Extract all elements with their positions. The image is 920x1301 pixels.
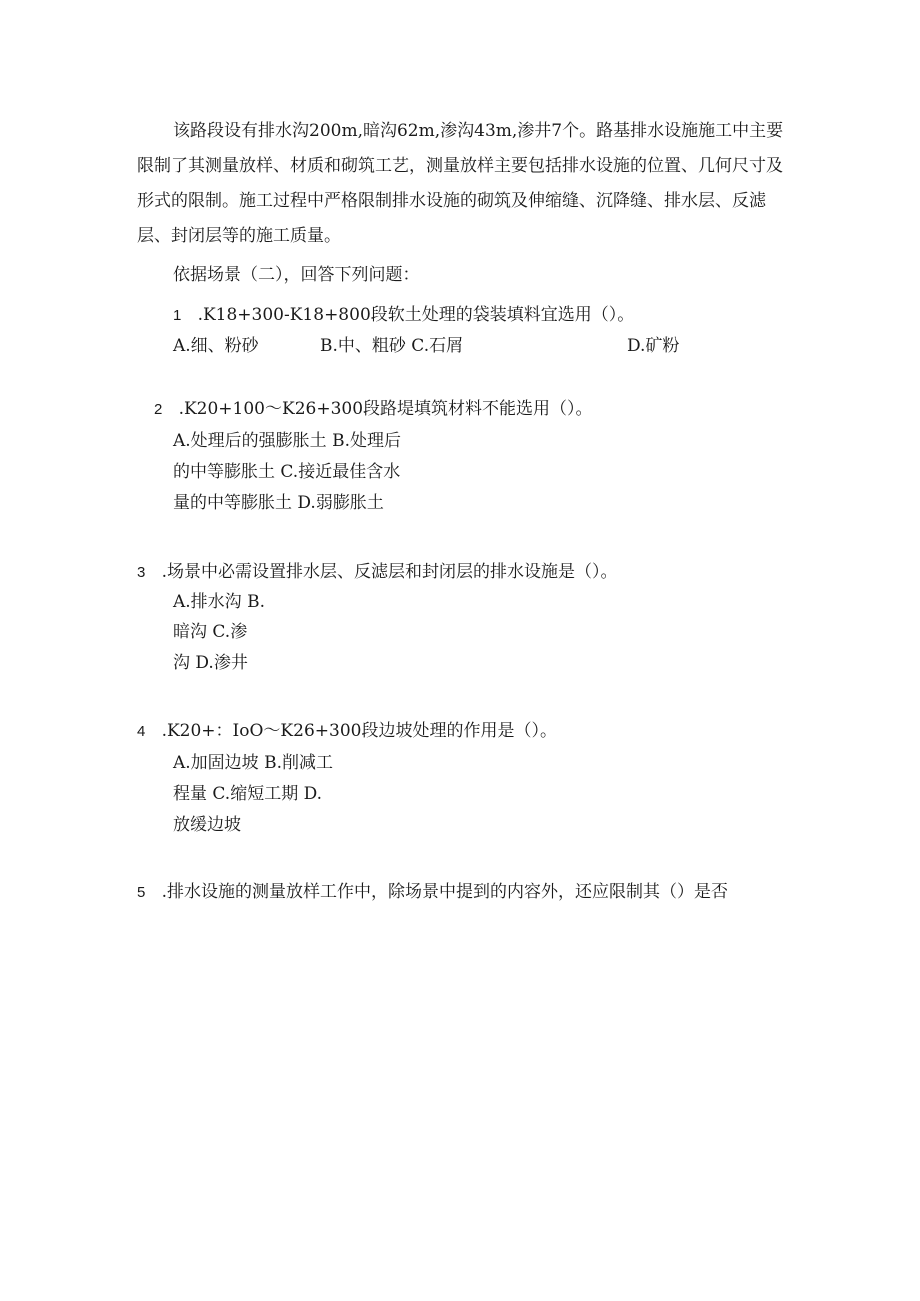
question-stem (173, 304, 634, 327)
question-stem (154, 398, 593, 421)
option-line: D.矿粉 (627, 336, 680, 356)
option-line: 量的中等膨胀土 D.弱膨胀土 (173, 493, 384, 513)
question-stem (137, 881, 728, 904)
option-line: 的中等膨胀土 C.接近最佳含水 (173, 462, 401, 482)
question-number: 4 (137, 723, 146, 740)
question-text: .K20+：IoO～K26+300段边坡处理的作用是（）。 (161, 721, 557, 741)
intro-paragraph (137, 114, 797, 254)
question-number: 3 (137, 564, 146, 581)
question-text: .场景中必需设置排水层、反滤层和封闭层的排水设施是（）。 (161, 562, 618, 582)
question-number: 5 (137, 884, 146, 901)
option-line: A.排水沟 B. (173, 592, 265, 612)
option-line: 暗沟 C.渗 (173, 622, 248, 642)
option-line: 沟 D.渗井 (173, 653, 248, 673)
question-text: .K20+100～K26+300段路堤填筑材料不能选用（）。 (178, 399, 593, 419)
option-line: A.细、粉砂 (173, 336, 259, 356)
option-line: 放缓边坡 (173, 815, 241, 835)
question-number: 1 (173, 307, 182, 324)
option-line: B.中、粗砂 C.石屑 (320, 336, 464, 356)
question-number: 2 (154, 401, 163, 418)
option-line: 程量 C.缩短工期 D. (173, 784, 323, 804)
option-line: A.加固边坡 B.削减工 (173, 753, 333, 773)
question-stem (137, 561, 617, 584)
question-text: .排水设施的测量放样工作中，除场景中提到的内容外，还应限制其（）是否 (161, 882, 728, 902)
intro-text: 该路段设有排水沟200m,暗沟62m,渗沟43m,渗井7个。路基排水设施施工中主要限制了其测量放样、材质和砌筑工艺，测量放样主要包括排水设施的位置、几何尺寸及形式的限制。施工过程中严格限制排水设施的砌筑及伸缩缝、沉降缝、排水层、反滤层、封闭层等的施工质量。 (137, 121, 784, 246)
question-text: .K18+300-K18+800段软土处理的袋装填料宜选用（）。 (197, 305, 635, 325)
question-stem (137, 720, 557, 743)
prompt-line: 依据场景（二），回答下列问题： (173, 265, 420, 285)
option-line: A.处理后的强膨胀土 B.处理后 (173, 431, 401, 451)
